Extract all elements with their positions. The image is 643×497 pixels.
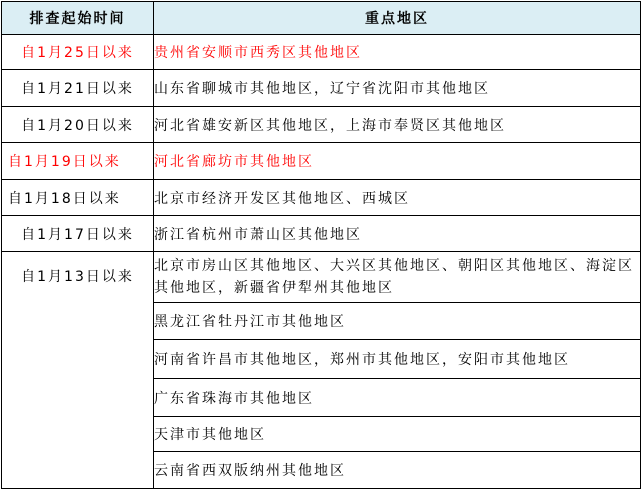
row-time-jan25: 自1月25日以来 <box>2 35 154 70</box>
row-area-jan13-4: 广东省珠海市其他地区 <box>154 379 641 417</box>
table-row <box>2 252 641 303</box>
row-area-jan18: 北京市经济开发区其他地区、西城区 <box>154 180 641 216</box>
row-time-jan18: 自1月18日以来 <box>2 180 154 216</box>
table-row <box>2 70 641 107</box>
row-area-jan21: 山东省聊城市其他地区，辽宁省沈阳市其他地区 <box>154 70 641 107</box>
row-area-jan17: 浙江省杭州市萧山区其他地区 <box>154 216 641 252</box>
row-time-jan19: 自1月19日以来 <box>2 143 154 180</box>
header-row <box>2 2 641 35</box>
screening-table <box>1 1 641 489</box>
row-area-jan13-3: 河南省许昌市其他地区，郑州市其他地区，安阳市其他地区 <box>154 340 641 379</box>
row-time-jan17: 自1月17日以来 <box>2 216 154 252</box>
table-row <box>2 143 641 180</box>
table-row <box>2 216 641 252</box>
table-row <box>2 107 641 143</box>
header-area: 重点地区 <box>154 2 641 35</box>
row-area-jan20: 河北省雄安新区其他地区，上海市奉贤区其他地区 <box>154 107 641 143</box>
header-time: 排查起始时间 <box>2 2 154 35</box>
row-area-jan13-1: 北京市房山区其他地区、大兴区其他地区、朝阳区其他地区、海淀区其他地区，新疆省伊犁州其他地区 <box>154 252 641 303</box>
row-area-jan25: 贵州省安顺市西秀区其他地区 <box>154 35 641 70</box>
row-area-jan13-2: 黑龙江省牡丹江市其他地区 <box>154 303 641 340</box>
row-time-jan13: 自1月13日以来 <box>2 252 154 489</box>
row-area-jan13-6: 云南省西双版纳州其他地区 <box>154 452 641 489</box>
row-time-jan21: 自1月21日以来 <box>2 70 154 107</box>
row-area-jan19: 河北省廊坊市其他地区 <box>154 143 641 180</box>
row-time-jan20: 自1月20日以来 <box>2 107 154 143</box>
table-row <box>2 35 641 70</box>
table-row <box>2 180 641 216</box>
row-area-jan13-5: 天津市其他地区 <box>154 417 641 452</box>
